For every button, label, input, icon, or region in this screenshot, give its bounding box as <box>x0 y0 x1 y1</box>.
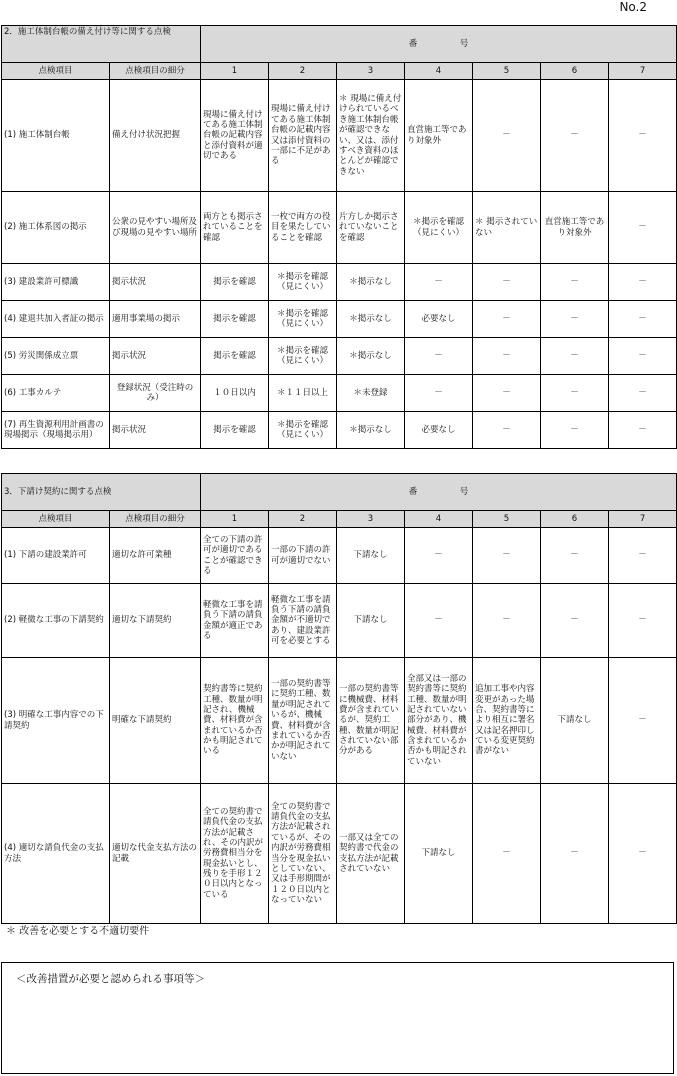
check-item: (7) 再生資源利用計画書の現場掲示（現場掲示用） <box>2 412 110 449</box>
rating-cell-5: 追加工事や内容変更があった場合、契約書等により相互に署名又は記名押印している変更契約書がない <box>473 658 541 784</box>
detail-header: 点検項目の細分 <box>110 511 201 528</box>
check-item-detail: 備え付け状況把握 <box>110 80 201 192</box>
rating-cell-6: － <box>541 264 609 301</box>
rating-cell-7: － <box>609 658 677 784</box>
check-item: (3) 明確な工事内容での下請契約 <box>2 658 110 784</box>
rating-cell-1: 全ての下請の許可が適切であることが確認できる <box>201 528 269 584</box>
rating-cell-7: － <box>609 528 677 584</box>
item-header: 点検項目 <box>2 511 110 528</box>
check-item-detail: 明確な下請契約 <box>110 658 201 784</box>
rating-cell-5: － <box>473 784 541 924</box>
rating-cell-7: － <box>609 301 677 338</box>
rating-cell-6: － <box>541 80 609 192</box>
rating-cell-3: 片方しか掲示されていないことを確認 <box>337 192 405 264</box>
rating-cell-2: 軽微な工事を請負う下請の請負金額が不適切であり、建設業許可を必要とする <box>269 584 337 658</box>
rating-cell-4: 必要なし <box>405 301 473 338</box>
rating-cell-1: 全ての契約書で請負代金の支払方法が記載され、その内訳が労務費相当分を現金払いとし、残りを手形１２０日以内となっている <box>201 784 269 924</box>
rating-cell-2: 一枚で両方の役目を果たしていることを確認 <box>269 192 337 264</box>
column-header-2: 2 <box>269 63 337 80</box>
section2-title: 2．施工体制台帳の備え付け等に関する点検 <box>2 26 201 63</box>
section2-table <box>1 25 677 449</box>
rating-cell-2: ＊掲示を確認（見にくい） <box>269 338 337 375</box>
section3-table <box>1 473 677 924</box>
rating-cell-3: ＊掲示なし <box>337 264 405 301</box>
rating-cell-6: － <box>541 301 609 338</box>
check-item: (2) 軽微な工事の下請契約 <box>2 584 110 658</box>
rating-cell-7: － <box>609 584 677 658</box>
rating-cell-2: ＊掲示を確認（見にくい） <box>269 301 337 338</box>
rating-cell-2: ＊掲示を確認（見にくい） <box>269 412 337 449</box>
table-row <box>2 338 677 375</box>
column-header-7: 7 <box>609 63 677 80</box>
column-header-1: 1 <box>201 63 269 80</box>
check-item-detail: 適切な許可業種 <box>110 528 201 584</box>
rating-cell-2: ＊１１日以上 <box>269 375 337 412</box>
column-header-5: 5 <box>473 63 541 80</box>
rating-cell-2: ＊掲示を確認（見にくい） <box>269 264 337 301</box>
rating-cell-6: － <box>541 412 609 449</box>
column-header-4: 4 <box>405 63 473 80</box>
check-item-detail: 登録状況（受注時のみ） <box>110 375 201 412</box>
rating-cell-3: ＊掲示なし <box>337 412 405 449</box>
rating-cell-1: １０日以内 <box>201 375 269 412</box>
check-item: (4) 建退共加入者証の掲示 <box>2 301 110 338</box>
check-item-detail: 公衆の見やすい場所及び現場の見やすい場所 <box>110 192 201 264</box>
rating-cell-3: 下請なし <box>337 584 405 658</box>
column-header-4: 4 <box>405 511 473 528</box>
rating-cell-7: － <box>609 338 677 375</box>
rating-cell-2: 一部の契約書等に契約工種、数量が明記されているが、機械費、材料費が含まれているか否かが明記されていない <box>269 658 337 784</box>
rating-cell-3: ＊ 現場に備え付けられているべき施工体制台帳が確認できない、又は、添付すべき資料のほとんどが確認できない <box>337 80 405 192</box>
table-row <box>2 528 677 584</box>
rating-cell-6: － <box>541 528 609 584</box>
rating-cell-3: 一部又は全ての契約書で代金の支払方法が記載されていない <box>337 784 405 924</box>
rating-cell-7: － <box>609 80 677 192</box>
rating-cell-5: － <box>473 584 541 658</box>
rating-cell-7: － <box>609 192 677 264</box>
rating-cell-7: － <box>609 784 677 924</box>
check-item-detail: 適切な代金支払方法の記載 <box>110 784 201 924</box>
table-row <box>2 412 677 449</box>
table-row <box>2 192 677 264</box>
rating-cell-5: － <box>473 375 541 412</box>
column-header-7: 7 <box>609 511 677 528</box>
rating-cell-6: 直営施工等であり対象外 <box>541 192 609 264</box>
check-item: (3) 建設業許可標識 <box>2 264 110 301</box>
rating-cell-7: － <box>609 375 677 412</box>
rating-cell-4: 直営施工等であり対象外 <box>405 80 473 192</box>
remarks-label: ＜改善措置が必要と認められる事項等＞ <box>16 973 205 985</box>
rating-cell-6: 下請なし <box>541 658 609 784</box>
rating-cell-6: － <box>541 375 609 412</box>
rating-cell-5: － <box>473 264 541 301</box>
rating-cell-1: 掲示を確認 <box>201 264 269 301</box>
check-item: (6) 工事カルテ <box>2 375 110 412</box>
detail-header: 点検項目の細分 <box>110 63 201 80</box>
rating-cell-2: 現場に備え付けてある施工体制台帳の記載内容又は添付資料の一部に不足がある <box>269 80 337 192</box>
column-header-2: 2 <box>269 511 337 528</box>
check-item: (5) 労災関係成立票 <box>2 338 110 375</box>
rating-cell-1: 掲示を確認 <box>201 301 269 338</box>
check-item-detail: 適用事業場の掲示 <box>110 301 201 338</box>
rating-cell-7: － <box>609 264 677 301</box>
rating-cell-4: 全部又は一部の契約書等に契約工種、数量が明記されていない部分があり、機械費、材料費が含まれているか否かも明記されていない <box>405 658 473 784</box>
rating-cell-3: ＊掲示なし <box>337 338 405 375</box>
rating-cell-7: － <box>609 412 677 449</box>
rating-cell-3: ＊掲示なし <box>337 301 405 338</box>
check-item-detail: 掲示状況 <box>110 338 201 375</box>
rating-cell-4: － <box>405 528 473 584</box>
check-item: (4) 適切な請負代金の支払方法 <box>2 784 110 924</box>
table-row <box>2 301 677 338</box>
rating-cell-4: － <box>405 375 473 412</box>
rating-cell-6: － <box>541 784 609 924</box>
check-item: (1) 施工体制台帳 <box>2 80 110 192</box>
table-row <box>2 264 677 301</box>
rating-cell-1: 軽微な工事を請負う下請の請負金額が適正である <box>201 584 269 658</box>
column-header-5: 5 <box>473 511 541 528</box>
column-header-row <box>2 63 677 80</box>
section3-title: 3．下請け契約に関する点検 <box>2 474 201 511</box>
rating-cell-5: － <box>473 301 541 338</box>
rating-cell-1: 両方とも掲示されていることを確認 <box>201 192 269 264</box>
column-header-3: 3 <box>337 511 405 528</box>
table-row <box>2 784 677 924</box>
column-header-row <box>2 511 677 528</box>
column-header-6: 6 <box>541 63 609 80</box>
table-row <box>2 375 677 412</box>
rating-cell-4: 必要なし <box>405 412 473 449</box>
check-item-detail: 掲示状況 <box>110 412 201 449</box>
rating-cell-5: － <box>473 80 541 192</box>
rating-cell-6: － <box>541 584 609 658</box>
table-row <box>2 658 677 784</box>
check-item: (1) 下請の建設業許可 <box>2 528 110 584</box>
rating-cell-1: 掲示を確認 <box>201 412 269 449</box>
remarks-box[interactable] <box>1 962 674 1074</box>
table-row <box>2 584 677 658</box>
page-number: No.2 <box>619 0 647 14</box>
item-header: 点検項目 <box>2 63 110 80</box>
check-item-detail: 掲示状況 <box>110 264 201 301</box>
rating-cell-3: ＊未登録 <box>337 375 405 412</box>
rating-cell-3: 一部の契約書等に機械費、材料費が含まれているが、契約工種、数量が明記されていない部分がある <box>337 658 405 784</box>
column-header-1: 1 <box>201 511 269 528</box>
rating-cell-4: － <box>405 584 473 658</box>
rating-cell-1: 掲示を確認 <box>201 338 269 375</box>
rating-cell-5: － <box>473 338 541 375</box>
rating-cell-5: ＊ 掲示されていない <box>473 192 541 264</box>
rating-cell-6: － <box>541 338 609 375</box>
rating-cell-2: 一部の下請の許可が適切でない <box>269 528 337 584</box>
rating-cell-3: 下請なし <box>337 528 405 584</box>
rating-cell-4: － <box>405 264 473 301</box>
rating-cell-4: ＊掲示を確認（見にくい） <box>405 192 473 264</box>
column-header-6: 6 <box>541 511 609 528</box>
rating-cell-4: 下請なし <box>405 784 473 924</box>
rating-cell-2: 全ての契約書で請負代金の支払方法が記載されているが、その内訳が労務費相当分を現金払いとしていない、又は手形期間が１２０日以内となっていない <box>269 784 337 924</box>
number-header: 番 号 <box>201 474 677 511</box>
number-header: 番 号 <box>201 26 677 63</box>
rating-cell-4: － <box>405 338 473 375</box>
rating-cell-5: － <box>473 528 541 584</box>
rating-cell-1: 現場に備え付けてある施工体制台帳の記載内容と添付資料が適切である <box>201 80 269 192</box>
rating-cell-5: － <box>473 412 541 449</box>
rating-cell-1: 契約書等に契約工種、数量が明記され、機械費、材料費が含まれているか否かも明記されている <box>201 658 269 784</box>
check-item-detail: 適切な下請契約 <box>110 584 201 658</box>
column-header-3: 3 <box>337 63 405 80</box>
check-item: (2) 施工体系図の掲示 <box>2 192 110 264</box>
footnote: ＊ 改善を必要とする不適切要件 <box>6 926 150 937</box>
table-row <box>2 80 677 192</box>
